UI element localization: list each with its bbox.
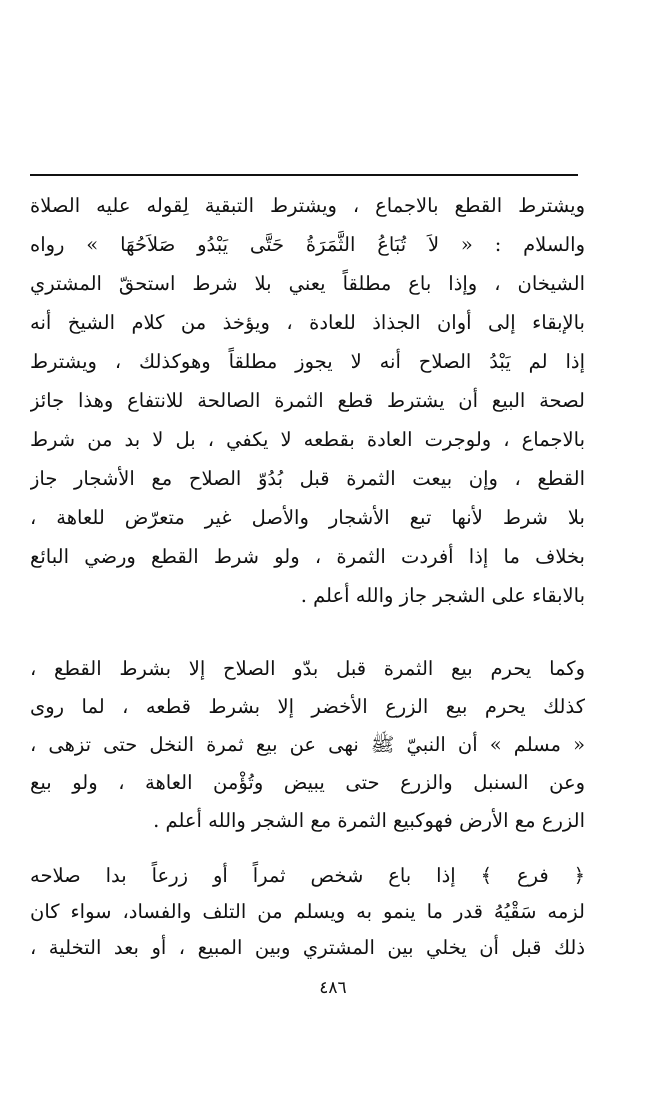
text-line: لصحة البيع أن يشترط قطع الثمرة الصالحة للانتفاع وهذا جائز <box>30 389 585 412</box>
text-line: لزمه سَقْيُهُ قدر ما ينمو به ويسلم من التلف والفساد، سواء كان <box>30 900 585 923</box>
text-line: بالاجماع ، ولوجرت العادة بقطعه لا يكفي ، بل لا بد من شرط <box>30 428 585 451</box>
text-line: بخلاف ما إذا أفردت الثمرة ، ولو شرط القطع ورضي البائع <box>30 545 585 568</box>
text-line: والسلام : « لاَ تُبَاعُ الثَّمَرَةُ حَتَّى يَبْدُو صَلاَحُهَا » رواه <box>30 233 585 256</box>
text-line: وكما يحرم بيع الثمرة قبل بدّو الصلاح إلا بشرط القطع ، <box>30 657 585 680</box>
text-line: كذلك يحرم بيع الزرع الأخضر إلا بشرط قطعه ، لما روى <box>30 695 585 718</box>
text-line: وعن السنبل والزرع حتى يبيض وتُؤْمن العاهة ، ولو بيع <box>30 771 585 794</box>
text-line: « مسلم » أن النبيّ ﷺ نهى عن بيع ثمرة النخل حتى تزهى ، <box>30 733 585 756</box>
text-line: إذا لم يَبْدُ الصلاح أنه لا يجوز مطلقاً وهوكذلك ، ويشترط <box>30 350 585 373</box>
header-rule <box>30 174 578 176</box>
paragraph-2 <box>30 650 585 840</box>
text-line: ذلك قبل أن يخلي بين المشتري وبين المبيع ، أو بعد التخلية ، <box>30 936 585 959</box>
paragraph-1 <box>30 186 585 615</box>
text-line: ويشترط القطع بالاجماع ، ويشترط التبقية لِقوله عليه الصلاة <box>30 194 585 217</box>
text-line: الزرع مع الأرض فهوكبيع الثمرة مع الشجر والله أعلم . <box>153 809 585 832</box>
text-line: بلا شرط لأنها تبع الأشجار والأصل غير متعرّض للعاهة ، <box>30 506 585 529</box>
text-line: بالابقاء على الشجر جاز والله أعلم . <box>300 584 585 607</box>
text-line: الشيخان ، وإذا باع مطلقاً يعني بلا شرط استحقّ المشتري <box>30 272 585 295</box>
text-line: ﴿ فرع ﴾ إذا باع شخص ثمراً أو زرعاً بدا صلاحه <box>30 864 585 887</box>
text-line: القطع ، وإن بيعت الثمرة قبل بُدُوّ الصلاح مع الأشجار جاز <box>30 467 585 490</box>
page-number: ٤٨٦ <box>319 978 347 998</box>
paragraph-3 <box>30 858 585 966</box>
text-line: بالإبقاء إلى أوان الجذاذ للعادة ، ويؤخذ من كلام الشيخ أنه <box>30 311 585 334</box>
